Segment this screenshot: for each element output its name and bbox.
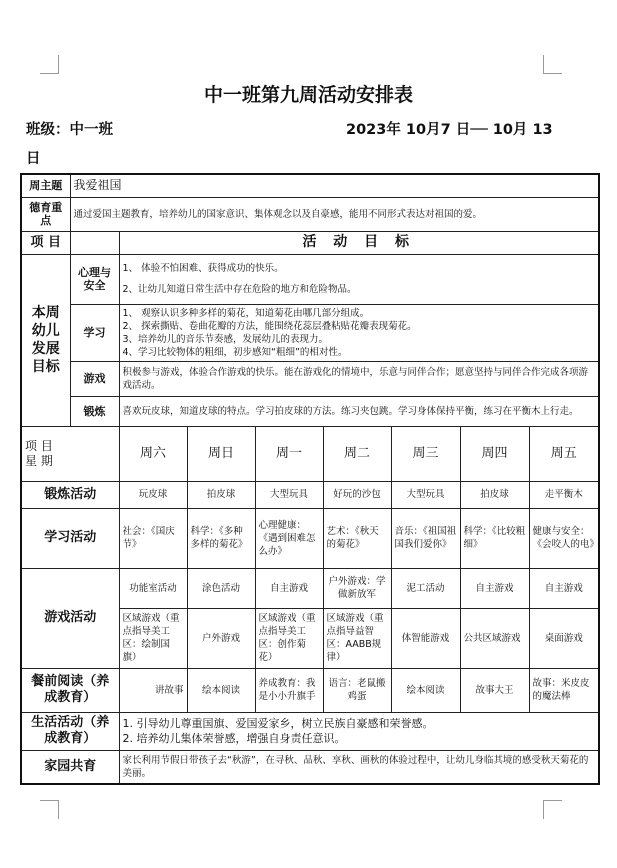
game-cell: 体智能游戏 — [391, 608, 460, 668]
learning-cell: 科学：《多种多样的菊花》 — [187, 508, 255, 568]
goals-header-row — [21, 231, 599, 254]
class-label: 班级：中一班 — [26, 122, 113, 138]
day-header: 周四 — [460, 426, 529, 481]
reading-cell: 绘本阅读 — [187, 668, 255, 712]
theme-row — [21, 174, 599, 197]
schedule-table — [20, 173, 600, 785]
corner-cell — [21, 426, 119, 481]
goal-content: 喜欢玩皮球，知道皮球的特点。学习拍皮球的方法。练习夹包跳。学习身体保持平衡，练习在平衡木上行走。 — [119, 396, 599, 426]
learning-row — [21, 508, 599, 568]
goal-content: 积极参与游戏，体验合作游戏的快乐。能在游戏化的情境中，乐意与同伴合作；愿意坚持与同伴合作完成各项游戏活动。 — [119, 361, 599, 396]
learning-label: 学习活动 — [21, 508, 119, 568]
goal-item: 2、 探索撕贴、卷曲花瓣的方法，能围绕花蕊层叠粘贴花瓣表现菊花。 — [122, 320, 417, 332]
reading-cell: 故事：米皮皮的魔法棒 — [529, 668, 599, 712]
exercise-row — [21, 481, 599, 508]
goal-item: 3、培养幼儿的音乐节奏感，发展幼儿的表现力。 — [122, 333, 329, 345]
game-cell: 自主游戏 — [255, 568, 323, 608]
corner-item: 项 目 — [25, 438, 53, 453]
life-item: 2. 培养幼儿集体荣誉感，增强自身责任意识。 — [122, 732, 346, 745]
home-row — [21, 750, 599, 784]
learning-cell: 艺术：《秋天的菊花》 — [323, 508, 391, 568]
home-label: 家园共育 — [21, 750, 119, 784]
goal-content — [119, 304, 599, 361]
goal-label: 游戏 — [70, 361, 119, 396]
exercise-cell: 大型玩具 — [255, 481, 323, 508]
reading-cell: 故事大王 — [460, 668, 529, 712]
goal-row — [21, 361, 599, 396]
exercise-cell: 拍皮球 — [460, 481, 529, 508]
game-cell: 桌面游戏 — [529, 608, 599, 668]
goals-group-label: 本周幼儿发展目标 — [21, 254, 70, 426]
day-header: 周二 — [323, 426, 391, 481]
reading-cell: 语言：老鼠搬鸡蛋 — [323, 668, 391, 712]
date-range: 2023年 10月7 日── 10月 13 — [346, 122, 553, 138]
exercise-cell: 走平衡木 — [529, 481, 599, 508]
life-row — [21, 712, 599, 750]
crop-mark — [40, 800, 59, 819]
game-cell: 涂色活动 — [187, 568, 255, 608]
goal-row — [21, 254, 599, 304]
learning-cell: 科学：《比较粗细》 — [460, 508, 529, 568]
date-range-cont: 日 — [26, 151, 41, 167]
goal-content — [119, 254, 599, 304]
corner-weekday: 星 期 — [25, 453, 53, 468]
life-content — [119, 712, 599, 750]
theme-value: 我爱祖国 — [70, 174, 599, 197]
learning-cell: 社会：《国庆节》 — [119, 508, 187, 568]
game-cell: 自主游戏 — [529, 568, 599, 608]
game-cell: 泥工活动 — [391, 568, 460, 608]
games-label: 游戏活动 — [21, 568, 119, 668]
game-cell: 区域游戏（重点指导美工区：绘制国旗） — [119, 608, 187, 668]
game-cell: 公共区域游戏 — [460, 608, 529, 668]
moral-label: 德育重点 — [21, 197, 70, 231]
goal-label: 学习 — [70, 304, 119, 361]
moral-row — [21, 197, 599, 231]
moral-value: 通过爱国主题教育，培养幼儿的国家意识、集体观念以及自豪感，能用不同形式表达对祖国的爱。 — [70, 197, 599, 231]
days-header-row — [21, 426, 599, 481]
game-cell: 功能室活动 — [119, 568, 187, 608]
crop-mark — [543, 800, 562, 819]
crop-mark — [543, 55, 562, 74]
goal-row — [21, 304, 599, 361]
theme-label: 周主题 — [21, 174, 70, 197]
goal-item: 1、 体验不怕困难、获得成功的快乐。 — [122, 263, 284, 274]
day-header: 周六 — [119, 426, 187, 481]
goal-header: 活 动 目 标 — [119, 231, 599, 254]
goal-label: 锻炼 — [70, 396, 119, 426]
exercise-label: 锻炼活动 — [21, 481, 119, 508]
reading-cell: 讲故事 — [119, 668, 187, 712]
learning-cell: 心理健康：《遇到困难怎么办》 — [255, 508, 323, 568]
game-cell: 户外游戏 — [187, 608, 255, 668]
game-cell: 区域游戏（重点指导美工区：创作菊花） — [255, 608, 323, 668]
exercise-cell: 好玩的沙包 — [323, 481, 391, 508]
day-header: 周三 — [391, 426, 460, 481]
day-header: 周日 — [187, 426, 255, 481]
home-content: 家长利用节假日带孩子去“秋游”，在寻秋、品秋、享秋、画秋的体验过程中，让幼儿身临其境的感受秋天菊花的美丽。 — [119, 750, 599, 784]
games-row — [21, 568, 599, 608]
crop-mark — [40, 55, 59, 74]
goal-item: 4、学习比较物体的粗细，初步感知“粗细”的相对性。 — [122, 346, 348, 358]
exercise-cell: 玩皮球 — [119, 481, 187, 508]
goal-item: 2、让幼儿知道日常生活中存在危险的地方和危险物品。 — [122, 284, 357, 295]
reading-row — [21, 668, 599, 712]
goal-label: 心理与安全 — [70, 254, 119, 304]
reading-cell: 绘本阅读 — [391, 668, 460, 712]
life-item: 1. 引导幼儿尊重国旗、爱国爱家乡，树立民族自豪感和荣誉感。 — [122, 717, 434, 730]
exercise-cell: 大型玩具 — [391, 481, 460, 508]
reading-label: 餐前阅读（养成教育） — [21, 668, 119, 712]
item-header: 项 目 — [21, 231, 70, 254]
day-header: 周一 — [255, 426, 323, 481]
learning-cell: 健康与安全：《会咬人的电》 — [529, 508, 599, 568]
reading-cell: 养成教育：我是小小升旗手 — [255, 668, 323, 712]
life-label: 生活活动（养成教育） — [21, 712, 119, 750]
game-cell: 自主游戏 — [460, 568, 529, 608]
game-cell: 户外游戏：学做新放军 — [323, 568, 391, 608]
goal-item: 1、 观察认识多种多样的菊花，知道菊花由哪几部分组成。 — [122, 307, 370, 319]
learning-cell: 音乐：《祖国祖国我们爱你》 — [391, 508, 460, 568]
goal-row — [21, 396, 599, 426]
game-cell: 区域游戏（重点指导益智区：AABB规律） — [323, 608, 391, 668]
page-title: 中一班第九周活动安排表 — [203, 84, 413, 106]
exercise-cell: 拍皮球 — [187, 481, 255, 508]
day-header: 周五 — [529, 426, 599, 481]
